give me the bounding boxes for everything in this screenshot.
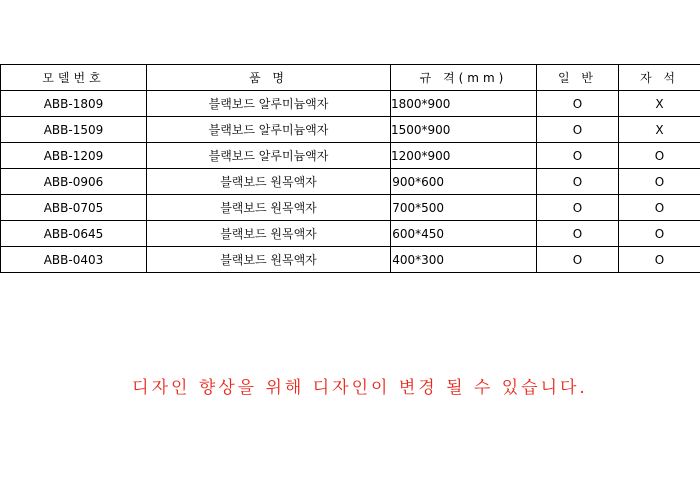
cell-general: O <box>537 195 619 221</box>
design-change-notice: 디자인 향상을 위해 디자인이 변경 될 수 있습니다. <box>132 378 588 398</box>
cell-model: ABB-1809 <box>1 91 147 117</box>
cell-product-name: 블랙보드 원목액자 <box>147 195 391 221</box>
cell-product-name: 블랙보드 원목액자 <box>147 221 391 247</box>
cell-general: O <box>537 117 619 143</box>
header-product-name: 품 명 <box>147 65 391 91</box>
cell-size: 1800*900 <box>391 91 537 117</box>
cell-product-name: 블랙보드 원목액자 <box>147 247 391 273</box>
cell-magnet: O <box>619 247 700 273</box>
cell-magnet: O <box>619 221 700 247</box>
cell-general: O <box>537 169 619 195</box>
cell-size: 1500*900 <box>391 117 537 143</box>
table-body <box>1 91 700 273</box>
cell-size: 400*300 <box>391 247 537 273</box>
table-row <box>1 143 700 169</box>
cell-model: ABB-0906 <box>1 169 147 195</box>
cell-product-name: 블랙보드 알루미늄액자 <box>147 117 391 143</box>
header-model-number: 모델번호 <box>1 65 147 91</box>
cell-size: 1200*900 <box>391 143 537 169</box>
cell-general: O <box>537 247 619 273</box>
cell-model: ABB-1209 <box>1 143 147 169</box>
cell-product-name: 블랙보드 원목액자 <box>147 169 391 195</box>
cell-size: 900*600 <box>391 169 537 195</box>
table-row <box>1 195 700 221</box>
table-row <box>1 221 700 247</box>
cell-model: ABB-0645 <box>1 221 147 247</box>
cell-product-name: 블랙보드 알루미늄액자 <box>147 91 391 117</box>
cell-size: 600*450 <box>391 221 537 247</box>
cell-general: O <box>537 91 619 117</box>
cell-magnet: O <box>619 143 700 169</box>
cell-model: ABB-0705 <box>1 195 147 221</box>
cell-model: ABB-0403 <box>1 247 147 273</box>
cell-size: 700*500 <box>391 195 537 221</box>
cell-general: O <box>537 143 619 169</box>
table-row <box>1 117 700 143</box>
cell-general: O <box>537 221 619 247</box>
header-magnet: 자 석 <box>619 65 700 91</box>
product-spec-table <box>0 64 700 273</box>
cell-magnet: O <box>619 195 700 221</box>
cell-magnet: O <box>619 169 700 195</box>
table-row <box>1 247 700 273</box>
table-row <box>1 169 700 195</box>
header-general: 일 반 <box>537 65 619 91</box>
header-row <box>1 65 700 91</box>
header-size: 규 격(mm) <box>391 65 537 91</box>
table-row <box>1 91 700 117</box>
table-header <box>1 65 700 91</box>
cell-model: ABB-1509 <box>1 117 147 143</box>
cell-magnet: X <box>619 117 700 143</box>
cell-product-name: 블랙보드 알루미늄액자 <box>147 143 391 169</box>
cell-magnet: X <box>619 91 700 117</box>
